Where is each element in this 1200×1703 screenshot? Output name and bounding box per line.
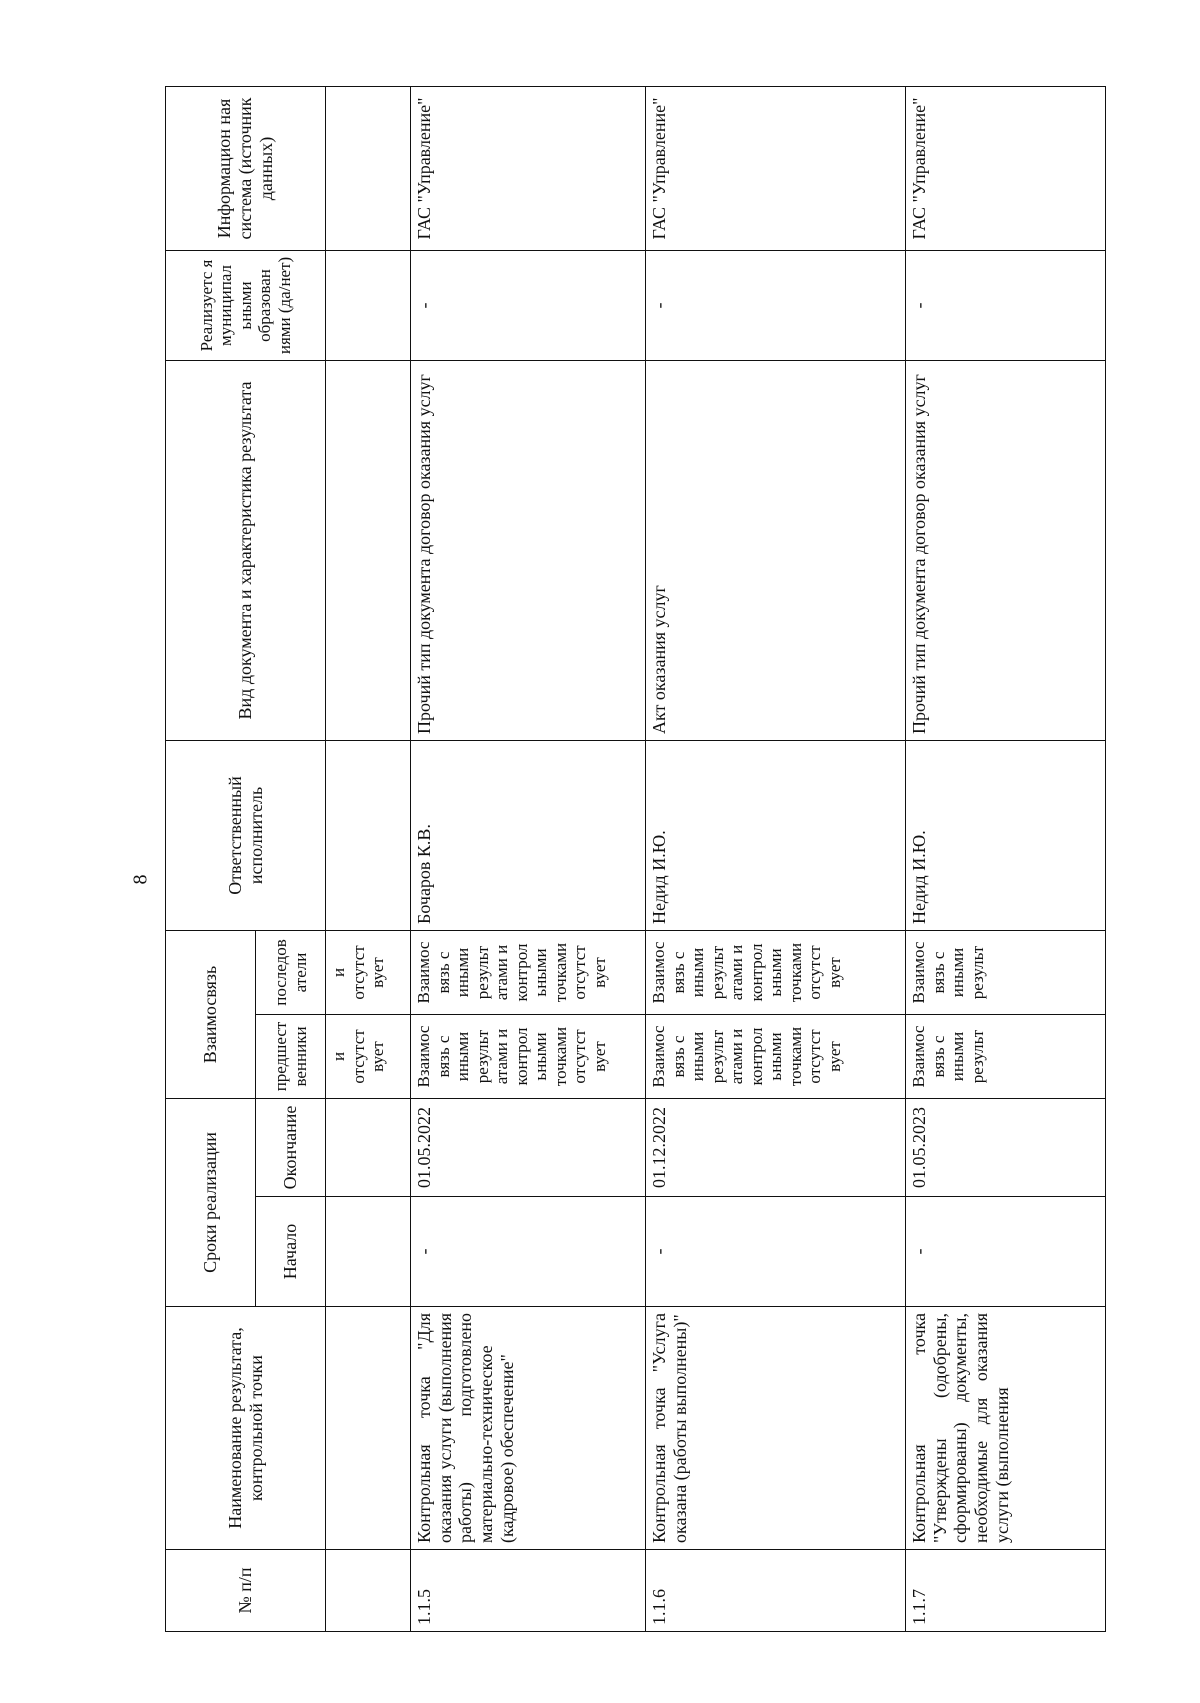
header-document: Вид документа и характеристика результата bbox=[166, 360, 326, 740]
cell-municipal: - bbox=[906, 250, 1106, 360]
header-num: № п/п bbox=[166, 1550, 326, 1632]
table-row bbox=[646, 86, 906, 1631]
header-end: Окончание bbox=[256, 1098, 326, 1196]
cell-start: - bbox=[906, 1197, 1106, 1307]
cell-responsible: Недид И.Ю. bbox=[646, 740, 906, 930]
rotated-table-container bbox=[165, 87, 1105, 1632]
cell-document: Акт оказания услуг bbox=[646, 360, 906, 740]
cell-succ: и отсутст вует bbox=[326, 930, 411, 1014]
cell-num: 1.1.7 bbox=[906, 1550, 1106, 1632]
cell-info-system: ГАС "Управление" bbox=[646, 86, 906, 250]
cell-pred: Взаимос вязь с иными результ атами и контрол ьными точками отсутст вует bbox=[411, 1014, 646, 1098]
cell-num: 1.1.5 bbox=[411, 1550, 646, 1632]
cell-succ: Взаимос вязь с иными результ bbox=[906, 930, 1106, 1014]
cell-start: - bbox=[411, 1197, 646, 1307]
cell-succ: Взаимос вязь с иными результ атами и контрол ьными точками отсутст вует bbox=[646, 930, 906, 1014]
header-succ: последов атели bbox=[256, 930, 326, 1014]
cell-end: 01.05.2023 bbox=[906, 1098, 1106, 1196]
cell-responsible: Бочаров К.В. bbox=[411, 740, 646, 930]
header-start: Начало bbox=[256, 1197, 326, 1307]
cell-succ: Взаимос вязь с иными результ атами и контрол ьными точками отсутст вует bbox=[411, 930, 646, 1014]
cell-document: Прочий тип документа договор оказания услуг bbox=[906, 360, 1106, 740]
cell-name: Контрольная точка "Для оказания услуги (выполнения работы) подготовлено материально-техническое (кадровое) обеспечение" bbox=[411, 1307, 646, 1550]
table-row-carry bbox=[326, 86, 411, 1631]
cell-info-system: ГАС "Управление" bbox=[411, 86, 646, 250]
cell-pred: и отсутст вует bbox=[326, 1014, 411, 1098]
cell-municipal: - bbox=[646, 250, 906, 360]
header-municipal: Реализуетс я муниципал ьными образован иями (да/нет) bbox=[166, 250, 326, 360]
header-name: Наименование результата, контрольной точки bbox=[166, 1307, 326, 1550]
header-pred: предшест венники bbox=[256, 1014, 326, 1098]
cell-end: 01.12.2022 bbox=[646, 1098, 906, 1196]
cell-name: Контрольная точка "Услуга оказана (работы выполнены)" bbox=[646, 1307, 906, 1550]
cell-num: 1.1.6 bbox=[646, 1550, 906, 1632]
cell-document: Прочий тип документа договор оказания услуг bbox=[411, 360, 646, 740]
cell-pred: Взаимос вязь с иными результ атами и контрол ьными точками отсутст вует bbox=[646, 1014, 906, 1098]
header-info-system: Информацион ная система (источник данных) bbox=[166, 86, 326, 250]
cell-pred: Взаимос вязь с иными результ bbox=[906, 1014, 1106, 1098]
results-table bbox=[165, 86, 1106, 1632]
header-responsible: Ответственный исполнитель bbox=[166, 740, 326, 930]
table-row bbox=[411, 86, 646, 1631]
cell-name: Контрольная точка "Утверждены (одобрены, сформированы) документы, необходимые для оказания услуги (выполнения bbox=[906, 1307, 1106, 1550]
cell-end: 01.05.2022 bbox=[411, 1098, 646, 1196]
cell-info-system: ГАС "Управление" bbox=[906, 86, 1106, 250]
header-relation: Взаимосвязь bbox=[166, 930, 256, 1098]
cell-municipal: - bbox=[411, 250, 646, 360]
table-row bbox=[906, 86, 1106, 1631]
header-terms: Сроки реализации bbox=[166, 1098, 256, 1306]
page-number: 8 bbox=[129, 874, 152, 885]
cell-start: - bbox=[646, 1197, 906, 1307]
cell-responsible: Недид И.Ю. bbox=[906, 740, 1106, 930]
